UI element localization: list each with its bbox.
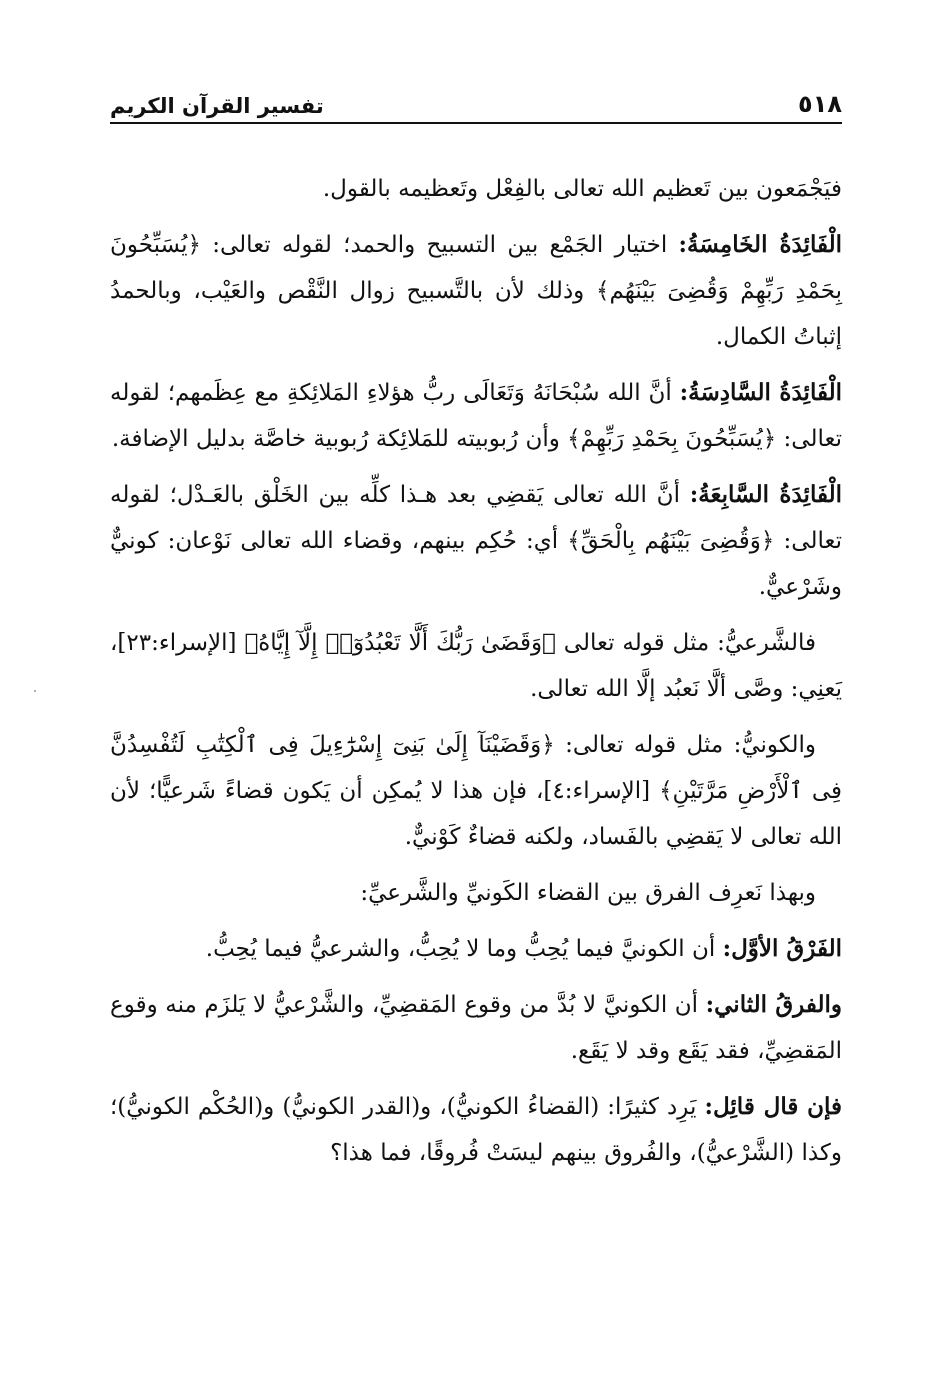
paragraph-text: يَرِد كثيرًا: (القضاءُ الكونيُّ)، و(القدر الكونيُّ) و(الحُكْم الكونيُّ)؛ وكذا (الشَّرْعيُّ)، والفُروق بينهم ليسَتْ فُروقًا، فما هذا؟ xyxy=(110,1094,842,1166)
paragraph-legal-decree xyxy=(110,620,842,712)
paragraph-first-difference xyxy=(110,926,842,972)
paragraph-text: وبهذا نَعرِف الفرق بين القضاء الكَونيِّ والشَّرعيِّ: xyxy=(360,880,816,906)
book-title: تفسير القرآن الكريم xyxy=(110,94,324,118)
paragraph-second-difference xyxy=(110,982,842,1074)
paragraph-differences-intro xyxy=(110,870,842,916)
paragraph-text: أنَّ الله تعالى يَقضِي بعد هـذا كلِّه بين الخَلْق بالعَـدْل؛ لقوله تعالى: ﴿وَقُضِىَ بَيْنَهُم بِالْحَقِّ﴾ أي: حُكِم بينهم، وقضاء الله تعالى نَوْعان: كونيٌّ وشَرْعيٌّ. xyxy=(110,482,842,600)
paragraph-cosmic-decree xyxy=(110,722,842,860)
paragraph-text: أن الكونيَّ فيما يُحِبُّ وما لا يُحِبُّ، والشرعيُّ فيما يُحِبُّ. xyxy=(205,936,716,962)
paragraph-text: اختيار الجَمْع بين التسبيح والحمد؛ لقوله تعالى: ﴿يُسَبِّحُونَ بِحَمْدِ رَبِّهِمْ وَقُضِىَ بَيْنَهُم﴾ وذلك لأن بالتَّسبيح زوال النَّقْص والعَيْب، وبالحمدُ إثباتُ الكمال. xyxy=(110,232,842,350)
paragraph-text: أن الكونيَّ لا بُدَّ من وقوع المَقضِيِّ، والشَّرْعيُّ لا يَلزَم منه وقوع المَقضِيِّ، فقد يَقَع وقد لا يَقَع. xyxy=(110,992,842,1064)
paragraph-intro xyxy=(110,166,842,212)
paragraph-heading: الْفَائِدَةُ السَّادِسَةُ: xyxy=(679,379,842,406)
paragraph-heading: الْفَائِدَةُ السَّابِعَةُ: xyxy=(689,481,842,508)
paragraph-sixth-benefit xyxy=(110,370,842,462)
running-header xyxy=(110,84,842,124)
paragraph-text: أنَّ الله سُبْحَانَهُ وَتَعَالَى ربُّ هؤلاءِ المَلائِكةِ مع عِظَمهم؛ لقوله تعالى: ﴿يُسَبِّحُونَ بِحَمْدِ رَبِّهِمْ﴾ وأن رُبوبيته للمَلائِكة رُبوبية خاصَّة بدليل الإضافة. xyxy=(110,380,842,452)
paragraph-heading: الفَرْقُ الأوَّل: xyxy=(722,935,842,962)
paragraph-heading: الْفَائِدَةُ الخَامِسَةُ: xyxy=(678,231,843,258)
scan-speck xyxy=(34,690,36,692)
paragraph-heading: والفرقُ الثاني: xyxy=(705,991,842,1018)
paragraph-seventh-benefit xyxy=(110,472,842,610)
paragraph-text: فالشَّرعيُّ: مثل قوله تعالى ﴿وَقَضَىٰ رَبُّكَ أَلَّا تَعْبُدُوٓا۟ إِلَّآ إِيَّاهُ﴾ [الإسراء:٢٣]، يَعنِي: وصَّى ألَّا نَعبُد إلَّا الله تعالى. xyxy=(110,630,842,702)
paragraph-question xyxy=(110,1084,842,1176)
paragraph-heading: فإن قال قائِل: xyxy=(704,1093,843,1120)
body-text xyxy=(110,166,842,1186)
paragraph-text: فيَجْمَعون بين تَعظيم الله تعالى بالفِعْل وتَعظيمه بالقول. xyxy=(322,176,842,202)
paragraph-text: والكونيُّ: مثل قوله تعالى: ﴿وَقَضَيْنَآ إِلَىٰ بَنِىٓ إِسْرَٰٓءِيلَ فِى ٱلْكِتَٰبِ لَتُفْسِدُنَّ فِى ٱلْأَرْضِ مَرَّتَيْنِ﴾ [الإسراء:٤]، فإن هذا لا يُمكِن أن يَكون قضاءً شَرعيًّا؛ لأن الله تعالى لا يَقضِي بالفَساد، ولكنه قضاءٌ كَوْنيٌّ. xyxy=(110,732,843,850)
paragraph-fifth-benefit xyxy=(110,222,842,360)
page-number: ٥١٨ xyxy=(798,90,842,118)
